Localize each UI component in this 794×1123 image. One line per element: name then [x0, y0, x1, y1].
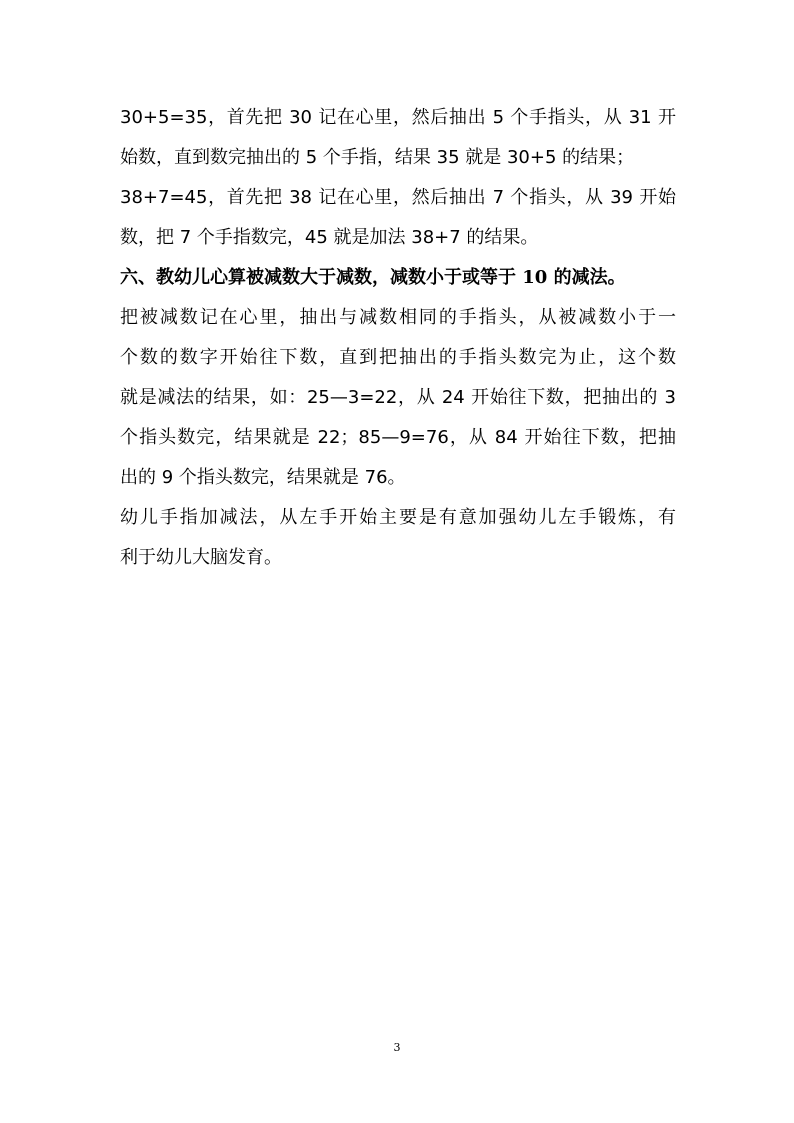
paragraph-line: 38+7=45，首先把 38 记在心里，然后抽出 7 个指头，从 39 开始 — [120, 187, 676, 208]
section-heading: 六、教幼儿心算被减数大于减数，减数小于或等于 10 的减法。 — [120, 267, 626, 288]
paragraph-line: 始数，直到数完抽出的 5 个手指，结果 35 就是 30+5 的结果； — [120, 147, 635, 168]
page-number: 3 — [393, 1041, 401, 1054]
paragraph-line: 数，把 7 个手指数完，45 就是加法 38+7 的结果。 — [120, 227, 539, 248]
paragraph-line: 个指头数完，结果就是 22；85—9=76，从 84 开始往下数，把抽 — [120, 427, 676, 448]
paragraph-line: 把被减数记在心里，抽出与减数相同的手指头，从被减数小于一 — [120, 307, 676, 328]
paragraph-line: 出的 9 个指头数完，结果就是 76。 — [120, 467, 406, 488]
paragraph-line: 利于幼儿大脑发育。 — [120, 547, 282, 568]
paragraph-line: 就是减法的结果，如：25—3=22，从 24 开始往下数，把抽出的 3 — [120, 387, 676, 408]
paragraph-line: 幼儿手指加减法，从左手开始主要是有意加强幼儿左手锻炼，有 — [120, 507, 676, 528]
document-body — [120, 98, 676, 578]
paragraph-line: 30+5=35，首先把 30 记在心里，然后抽出 5 个手指头，从 31 开 — [120, 107, 676, 128]
paragraph-line: 个数的数字开始往下数，直到把抽出的手指头数完为止，这个数 — [120, 347, 676, 368]
